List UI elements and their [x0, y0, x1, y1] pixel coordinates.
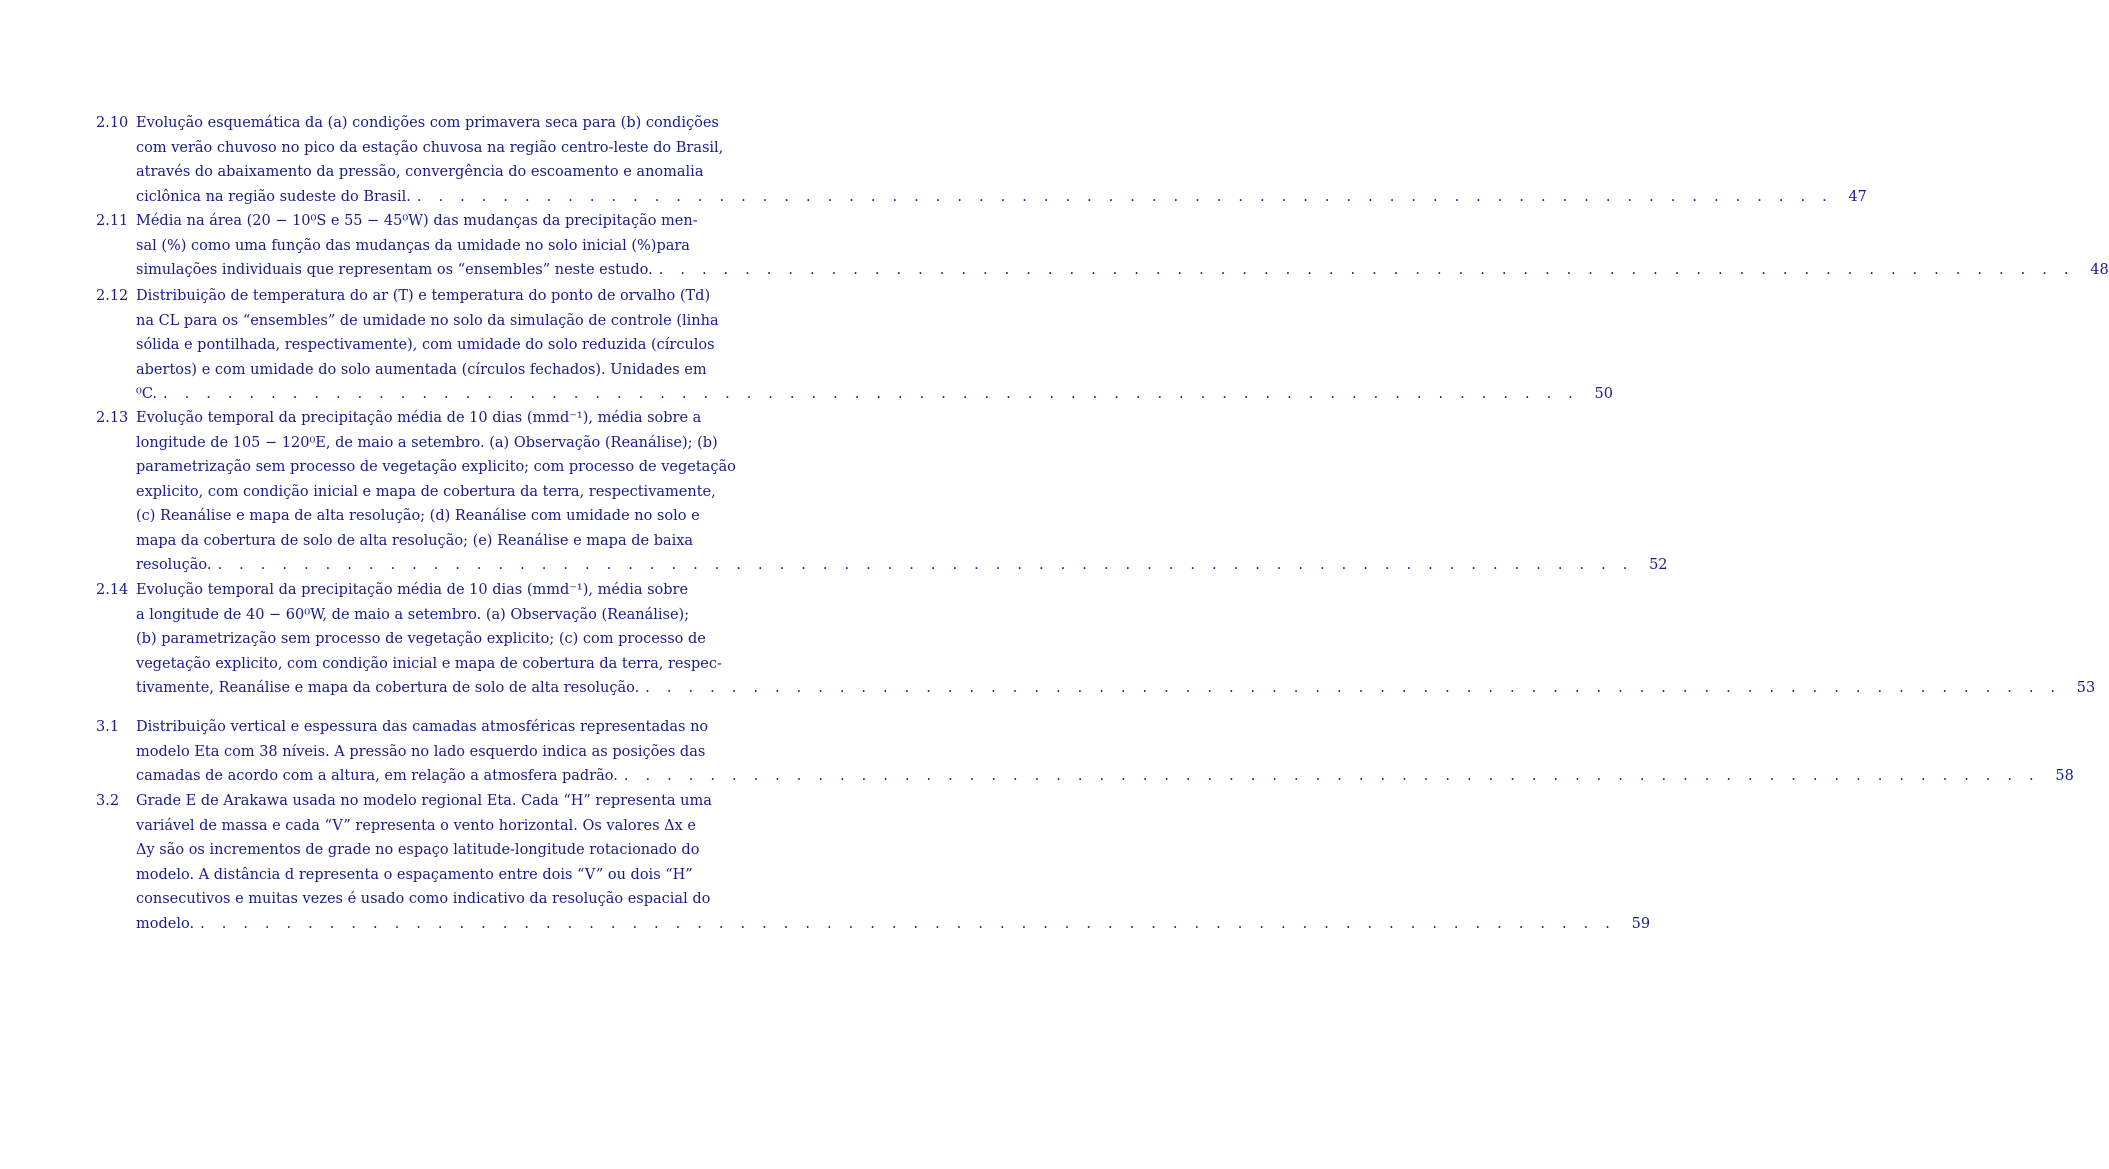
caption-line: Δy são os incrementos de grade no espaço latitude-longitude rotacionado do	[136, 842, 700, 858]
page-number[interactable]: 47	[1848, 188, 1867, 205]
caption-line: com verão chuvoso no pico da estação chuvosa na região centro-leste do Brasil,	[136, 139, 724, 156]
caption-line: abertos) e com umidade do solo aumentada (círculos fechados). Unidades em	[136, 361, 707, 378]
caption-line: camadas de acordo com a altura, em relação a atmosfera padrão.	[136, 768, 618, 784]
caption-line: modelo.	[136, 915, 195, 932]
page-number[interactable]: 58	[2055, 768, 2074, 784]
caption-line: tivamente, Reanálise e mapa da cobertura de solo de alta resolução.	[136, 680, 640, 696]
figure-number: 2.10	[96, 115, 129, 131]
caption-line: parametrização sem processo de vegetação explicito; com processo de vegetação	[136, 459, 736, 475]
dot-leader: . . . . . . . . . . . . . . . . . . . . . . . . . . . . . . . . . . . . . . . . . . . . . . . . . . . . . . . . . . . . . . . . . .	[217, 557, 1634, 573]
caption-last-line	[136, 553, 1668, 578]
caption-line: Distribuição vertical e espessura das camadas atmosféricas representadas no	[136, 719, 709, 735]
caption-line: Média na área (20 − 10⁰S e 55 − 45⁰W) das mudanças da precipitação men-	[136, 213, 698, 229]
caption-line: (b) parametrização sem processo de vegetação explicito; (c) com processo de	[136, 631, 706, 647]
caption-line: vegetação explicito, com condição inicial e mapa de cobertura da terra, respec-	[136, 655, 722, 672]
page-number[interactable]: 59	[1631, 915, 1651, 932]
dot-leader: . . . . . . . . . . . . . . . . . . . . . . . . . . . . . . . . . . . . . . . . . . . . . . . . . . . . . . . . . . . . . . . . . .	[645, 680, 2062, 696]
caption-line: longitude de 105 − 120⁰E, de maio a setembro. (a) Observação (Reanálise); (b)	[136, 434, 718, 451]
caption-line: na CL para os “ensembles” de umidade no solo da simulação de controle (linha	[136, 312, 719, 329]
figure-number: 2.12	[96, 288, 129, 304]
caption-last-line	[136, 912, 1651, 937]
caption-line: sólida e pontilhada, respectivamente), com umidade do solo reduzida (círculos	[136, 337, 715, 353]
caption-line: explicito, com condição inicial e mapa de cobertura da terra, respectivamente,	[136, 483, 716, 500]
page-number[interactable]: 50	[1594, 386, 1613, 402]
caption-last-line	[136, 258, 2109, 283]
caption-last-line	[136, 676, 2096, 701]
dot-leader: . . . . . . . . . . . . . . . . . . . . . . . . . . . . . . . . . . . . . . . . . . . . . . . . . . . . . . . . . . . . . . . . . .	[416, 188, 1833, 205]
caption-line: Distribuição de temperatura do ar (T) e temperatura do ponto de orvalho (Td)	[136, 288, 711, 304]
caption-line: modelo. A distância d representa o espaçamento entre dois “V” ou dois “H”	[136, 866, 693, 883]
caption-line: Evolução temporal da precipitação média de 10 dias (mmd⁻¹), média sobre a	[136, 410, 702, 426]
caption-line: resolução.	[136, 557, 212, 573]
figure-number: 2.13	[96, 410, 129, 426]
caption-line: Evolução temporal da precipitação média de 10 dias (mmd⁻¹), média sobre	[136, 582, 689, 598]
caption-line: através do abaixamento da pressão, convergência do escoamento e anomalia	[136, 164, 704, 180]
page-number[interactable]: 52	[1649, 557, 1668, 573]
dot-leader: . . . . . . . . . . . . . . . . . . . . . . . . . . . . . . . . . . . . . . . . . . . . . . . . . . . . . . . . . . . . . . . . . .	[658, 262, 2075, 278]
caption-line: ⁰C.	[136, 386, 157, 402]
page-number[interactable]: 53	[2076, 680, 2096, 696]
caption-last-line	[136, 764, 2074, 789]
figure-number: 2.14	[96, 582, 129, 598]
caption-line: simulações individuais que representam os “ensembles” neste estudo.	[136, 262, 653, 278]
caption-line: variável de massa e cada “V” representa o vento horizontal. Os valores Δx e	[136, 817, 696, 834]
figure-number: 3.2	[96, 793, 120, 809]
dot-leader: . . . . . . . . . . . . . . . . . . . . . . . . . . . . . . . . . . . . . . . . . . . . . . . . . . . . . . . . . . . . . . . . . .	[200, 915, 1617, 932]
caption-last-line	[136, 382, 1613, 407]
figure-number: 2.11	[96, 213, 129, 229]
caption-line: sal (%) como uma função das mudanças da umidade no solo inicial (%)para	[136, 237, 690, 254]
dot-leader: . . . . . . . . . . . . . . . . . . . . . . . . . . . . . . . . . . . . . . . . . . . . . . . . . . . . . . . . . . . . . . . . . .	[163, 386, 1579, 402]
caption-line: consecutivos e muitas vezes é usado como indicativo da resolução espacial do	[136, 891, 711, 907]
caption-line: mapa da cobertura de solo de alta resolução; (e) Reanálise e mapa de baixa	[136, 532, 694, 549]
caption-line: Evolução esquemática da (a) condições com primavera seca para (b) condições	[136, 115, 719, 131]
caption-line: modelo Eta com 38 níveis. A pressão no lado esquerdo indica as posições das	[136, 743, 706, 760]
page-number[interactable]: 48	[2090, 262, 2109, 278]
caption-line: (c) Reanálise e mapa de alta resolução; (d) Reanálise com umidade no solo e	[136, 508, 700, 524]
dot-leader: . . . . . . . . . . . . . . . . . . . . . . . . . . . . . . . . . . . . . . . . . . . . . . . . . . . . . . . . . . . . . . . . . .	[623, 768, 2040, 784]
figure-number: 3.1	[96, 719, 120, 735]
caption-line: Grade E de Arakawa usada no modelo regional Eta. Cada “H” representa uma	[136, 793, 712, 809]
caption-last-line	[136, 185, 1867, 210]
caption-line: ciclônica na região sudeste do Brasil.	[136, 188, 411, 205]
caption-line: a longitude de 40 − 60⁰W, de maio a setembro. (a) Observação (Reanálise);	[136, 606, 690, 623]
